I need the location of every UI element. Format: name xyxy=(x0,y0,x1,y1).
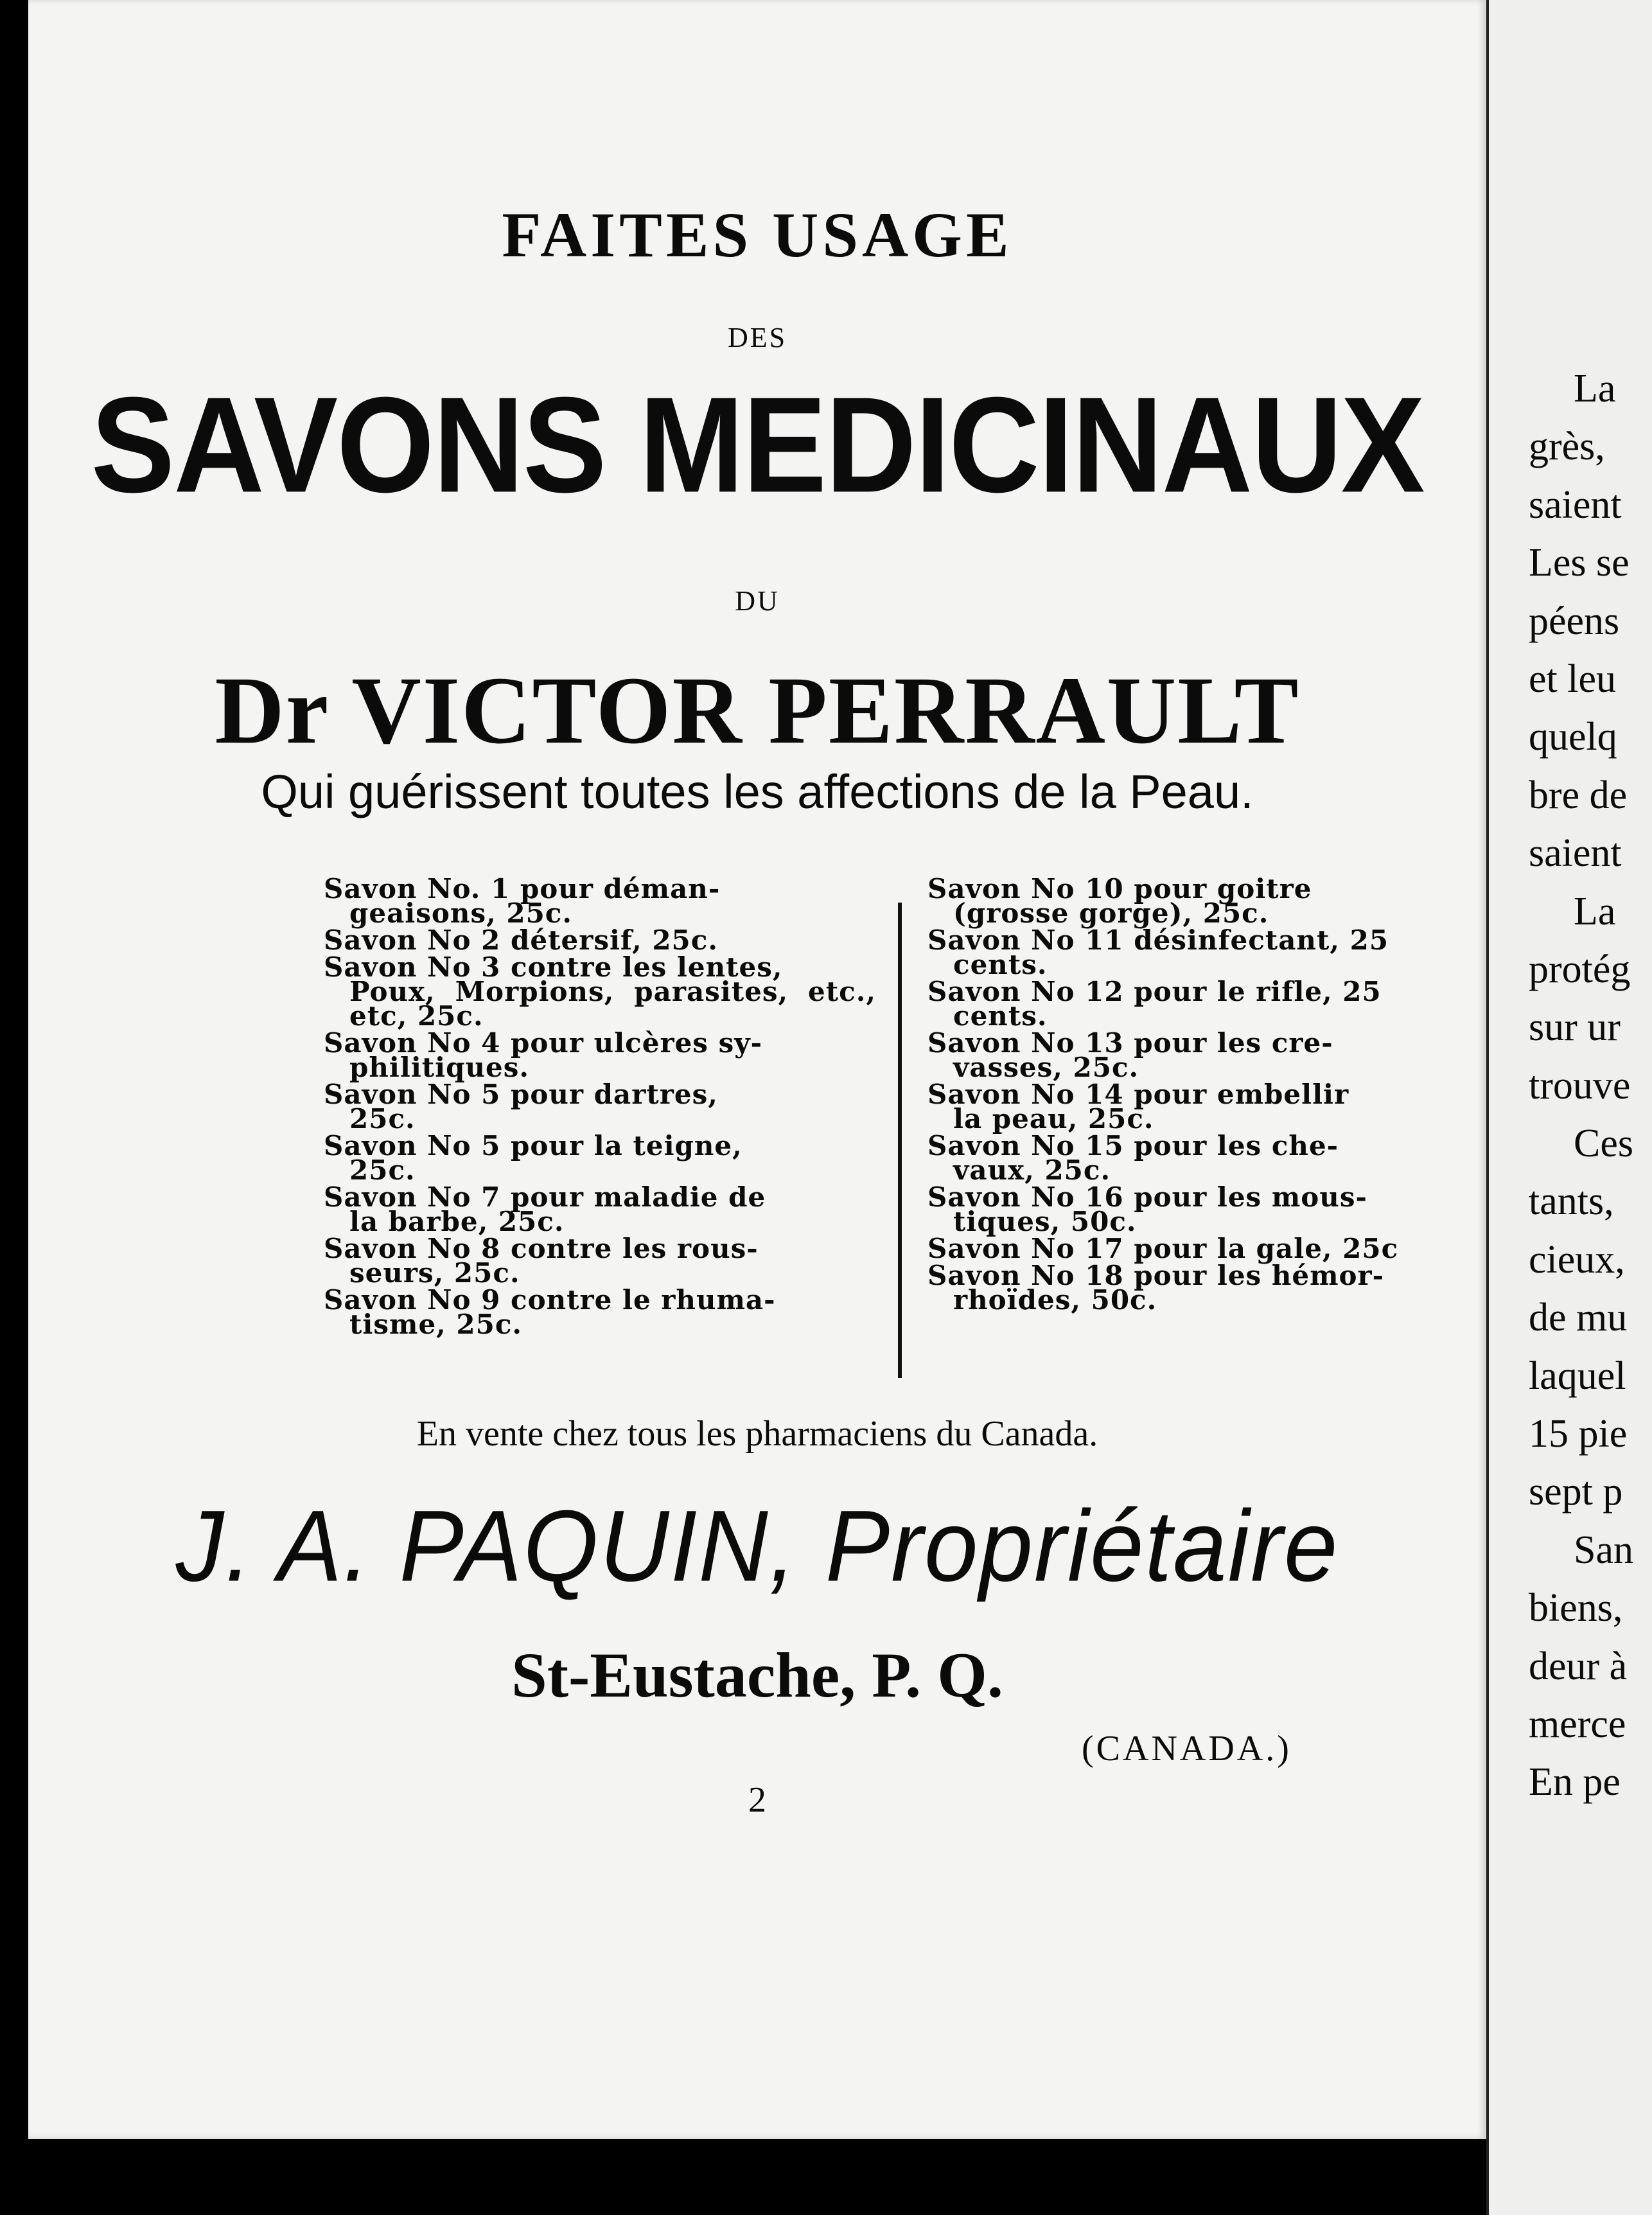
soap-item xyxy=(324,1079,876,1134)
text-line: protég xyxy=(1529,947,1631,991)
soap-item-line: Savon No 13 pour les cre- xyxy=(927,1027,1333,1059)
soap-item xyxy=(324,1130,876,1186)
text-line: quelq xyxy=(1529,715,1617,759)
soap-item-line: tiques, 50c. xyxy=(953,1206,1137,1237)
soap-item-line: tisme, 25c. xyxy=(349,1309,523,1340)
text-line: et leu xyxy=(1529,657,1616,701)
headline-doctor-name: Dr VICTOR PERRAULT xyxy=(215,657,1300,764)
soap-item-line: philitiques. xyxy=(349,1052,530,1083)
soap-item-line: Savon No. 1 pour déman- xyxy=(324,873,721,905)
soap-item-line: Savon No 18 pour les hémor- xyxy=(927,1260,1385,1291)
text-line: tants, xyxy=(1529,1179,1614,1224)
soap-item-line: la barbe, 25c. xyxy=(349,1206,565,1237)
text-line: 15 pie xyxy=(1529,1412,1628,1456)
text-line: sept p xyxy=(1529,1470,1623,1514)
soap-item-line: cents. xyxy=(953,949,1048,980)
proprietor-name: J. A. PAQUIN, Propriétaire xyxy=(175,1488,1339,1603)
soap-item xyxy=(324,1284,876,1340)
soap-item-line: Savon No 16 pour les mous- xyxy=(927,1181,1367,1213)
text-line: cieux, xyxy=(1529,1237,1625,1282)
soap-item-line: la peau, 25c. xyxy=(953,1103,1154,1134)
soap-item-line: 25c. xyxy=(349,1103,416,1134)
text-line: La xyxy=(1574,889,1616,933)
soap-item xyxy=(324,1027,876,1083)
text-line: deur à xyxy=(1529,1644,1628,1688)
text-line: bre de xyxy=(1529,773,1628,817)
soap-item xyxy=(927,1233,1480,1264)
soap-item xyxy=(927,873,1480,929)
soap-item-line: Savon No 11 désinfectant, 25 xyxy=(927,924,1389,956)
text-line: trouve xyxy=(1529,1063,1631,1108)
soap-item xyxy=(927,924,1480,980)
headline-faites-usage: FAITES USAGE xyxy=(502,199,1013,270)
soap-list-right xyxy=(927,873,1480,1316)
soap-item xyxy=(927,1027,1480,1083)
text-line: laquel xyxy=(1529,1354,1626,1398)
text-line: Les se xyxy=(1529,541,1630,585)
soap-item xyxy=(324,873,876,929)
headline-des: DES xyxy=(727,322,787,353)
soap-item xyxy=(927,976,1480,1032)
headline-savons-medicinaux: SAVONS MEDICINAUX xyxy=(91,369,1424,521)
text-line: sur ur xyxy=(1529,1005,1621,1050)
soap-item-line: Poux, Morpions, parasites, etc., etc, 25c. xyxy=(349,976,876,1032)
soap-item-line: Savon No 12 pour le rifle, 25 xyxy=(927,976,1382,1007)
soap-item xyxy=(324,1181,876,1237)
soap-item-line: rhoïdes, 50c. xyxy=(953,1284,1157,1316)
text-line: de mu xyxy=(1529,1296,1628,1340)
soap-item-line: vasses, 25c. xyxy=(953,1052,1139,1083)
column-divider xyxy=(898,903,902,1378)
soap-item-line: Savon No 5 pour la teigne, xyxy=(324,1130,743,1161)
text-line: La xyxy=(1574,367,1616,410)
soap-item xyxy=(324,924,876,956)
text-line: saient xyxy=(1529,831,1622,876)
soap-item xyxy=(927,1079,1480,1134)
text-line: Ces xyxy=(1574,1122,1633,1166)
soap-item-line: Savon No 5 pour dartres, xyxy=(324,1079,718,1110)
text-line: grès, xyxy=(1529,425,1605,469)
tagline: Qui guérissent toutes les affections de la Peau. xyxy=(261,765,1254,818)
soap-item-line: Savon No 14 pour embellir xyxy=(927,1079,1349,1110)
text-line: péens xyxy=(1529,599,1620,643)
soap-item xyxy=(927,1260,1480,1316)
soap-item-line: geaisons, 25c. xyxy=(349,897,572,929)
soap-item-line: Savon No 15 pour les che- xyxy=(927,1130,1339,1161)
text-line: En pe xyxy=(1529,1760,1621,1805)
sales-notice: En vente chez tous les pharmaciens du Canada. xyxy=(416,1414,1098,1454)
soap-item-line: cents. xyxy=(953,1000,1048,1032)
soap-item-line: (grosse gorge), 25c. xyxy=(953,897,1269,929)
soap-item xyxy=(324,1233,876,1289)
soap-item-line: Savon No 10 pour goitre xyxy=(927,873,1312,905)
next-page-text xyxy=(1529,360,1633,1812)
soap-item xyxy=(927,1130,1480,1186)
page-number: 2 xyxy=(748,1780,766,1820)
soap-list-left xyxy=(324,873,876,1340)
soap-item-line: Savon No 3 contre les lentes, xyxy=(324,951,783,983)
proprietor-country: (CANADA.) xyxy=(1082,1729,1292,1769)
soap-item-line: Savon No 4 pour ulcères sy- xyxy=(324,1027,763,1059)
soap-item-line: Savon No 2 détersif, 25c. xyxy=(324,924,718,956)
soap-item-line: Savon No 9 contre le rhuma- xyxy=(324,1284,776,1316)
soap-item xyxy=(324,951,876,1032)
soap-item-line: seurs, 25c. xyxy=(349,1257,520,1289)
soap-item-line: Savon No 8 contre les rous- xyxy=(324,1233,759,1264)
soap-item-line: Savon No 17 pour la gale, 25c xyxy=(927,1233,1399,1264)
text-line: biens, xyxy=(1529,1586,1623,1630)
text-line: merce xyxy=(1529,1702,1626,1746)
text-line: San xyxy=(1574,1528,1633,1572)
headline-du: DU xyxy=(735,585,780,617)
soap-item xyxy=(927,1181,1480,1237)
soap-item-line: Savon No 7 pour maladie de xyxy=(324,1181,766,1213)
soap-item-line: vaux, 25c. xyxy=(953,1154,1111,1186)
advertisement-page xyxy=(28,0,1486,2139)
text-line: saient xyxy=(1529,482,1622,527)
proprietor-city: St-Eustache, P. Q. xyxy=(511,1639,1003,1711)
soap-item-line: 25c. xyxy=(349,1154,416,1186)
